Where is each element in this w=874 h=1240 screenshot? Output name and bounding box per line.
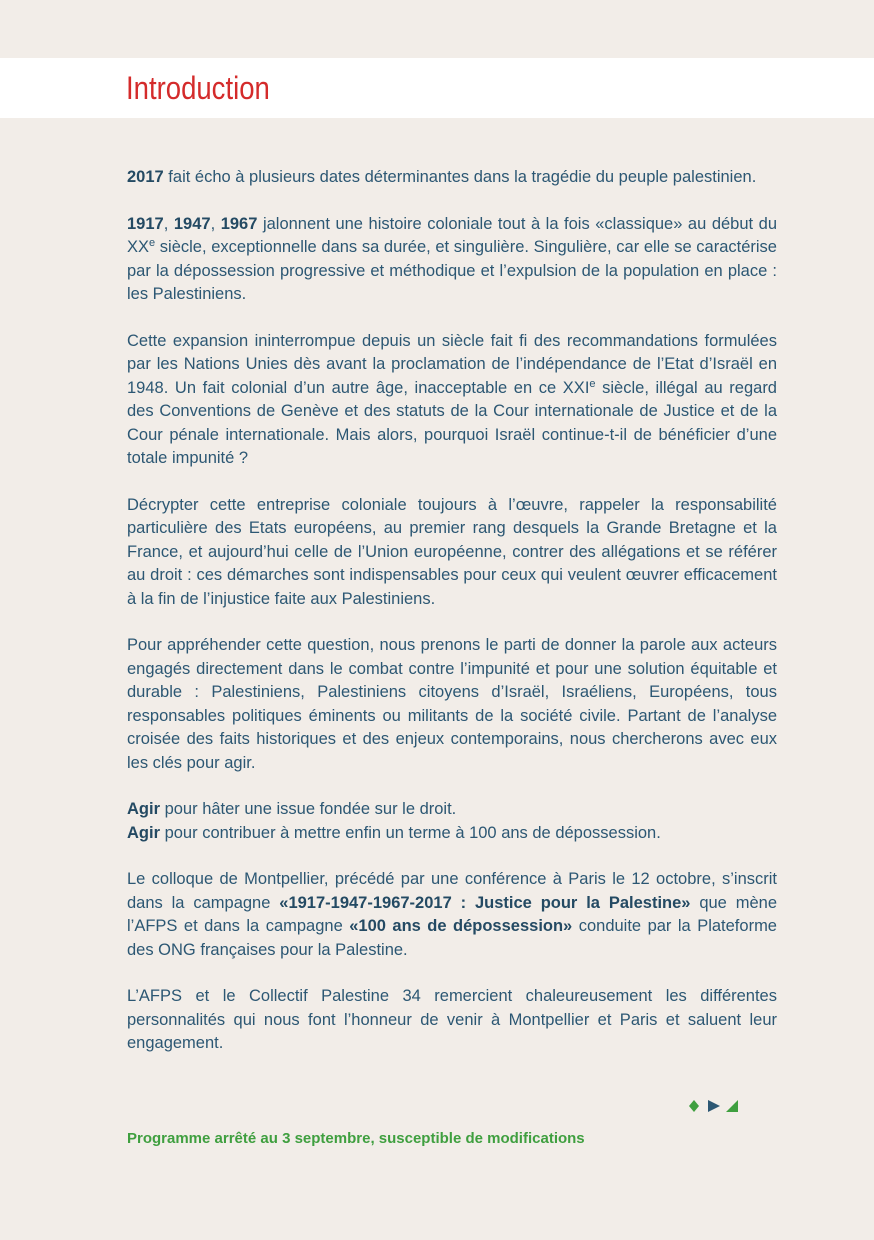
paragraph-3-text-a: Cette expansion ininterrompue depuis un siècle fait fi des recommandations formulées par les Nations Unies dès avant la proclamation de l’indépendance de l’Etat d’Israël en 1948. Un fait colonial d’un autre âge, inacceptable en ce XXI <box>127 331 777 397</box>
agir-text: pour hâter une issue fondée sur le droit. <box>160 800 457 818</box>
diamond-triangle-ornament-icon <box>688 1098 740 1114</box>
triangle-right-icon <box>708 1100 720 1112</box>
year-1947: 1947 <box>173 214 211 233</box>
separator: , <box>210 214 221 233</box>
paragraph-7-text-b: que mène l’AFPS et dans la campagne <box>127 893 777 935</box>
paragraph-7-text-c: conduite par la Plateforme des ONG françaises pour la Palestine. <box>127 917 777 959</box>
year-2017: 2017 <box>127 168 164 186</box>
paragraph-2-text-a: jalonnent une histoire coloniale tout à la fois «classique» au début du XX <box>127 214 777 256</box>
triangle-corner-icon <box>726 1100 738 1112</box>
agir-lead: Agir <box>127 823 160 842</box>
paragraph-3-text-b: siècle, illégal au regard des Conventions de Genève et des statuts de la Cour internationale de Justice et de la Cour pénale internationale. Mais alors, pourquoi Israël continue-t-il de bénéficier d’une totale impunité ? <box>127 378 777 467</box>
year-1967: 1967 <box>220 214 258 233</box>
agir-line-1 <box>127 798 777 822</box>
paragraph-1 <box>127 166 777 190</box>
year-1917: 1917 <box>127 214 164 233</box>
separator: , <box>163 214 174 233</box>
paragraph-5: Pour appréhender cette question, nous prenons le parti de donner la parole aux acteurs engagés directement dans le combat contre l’impunité et pour une solution équitable et durable : Palestiniens, Palestiniens citoyens d’Israël, Israéliens, Européens, tous responsables politiques éminents ou militants de la société civile. Partant de l’analyse croisée des faits historiques et des enjeux contemporains, nous chercherons avec eux les clés pour agir. <box>127 636 777 772</box>
intro-text <box>127 166 777 1079</box>
paragraph-2-text-b: siècle, exceptionnelle dans sa durée, et singulière. Singulière, car elle se caractérise par la dépossession progressive et méthodique et l’expulsion de la population en place : les Palestiniens. <box>127 238 777 303</box>
footer-note: Programme arrêté au 3 septembre, susceptible de modifications <box>127 1130 585 1147</box>
paragraph-1-text: fait écho à plusieurs dates déterminantes dans la tragédie du peuple palestinien. <box>163 168 757 186</box>
paragraph-7-text-a: Le colloque de Montpellier, précédé par une conférence à Paris le 12 octobre, s’inscrit dans la campagne <box>127 870 777 912</box>
paragraph-3 <box>127 330 777 471</box>
title-band <box>0 58 874 118</box>
paragraph-8: L’AFPS et le Collectif Palestine 34 remercient chaleureusement les différentes personnalités qui nous font l’honneur de venir à Montpellier et Paris et saluent leur engagement. <box>127 987 777 1052</box>
diamond-icon <box>689 1100 699 1112</box>
superscript: e <box>589 377 596 390</box>
paragraph-4: Décrypter cette entreprise coloniale toujours à l’œuvre, rappeler la responsabilité particulière des Etats européens, au premier rang desquels la Grande Bretagne et la France, et aujourd’hui celle de l’Union européenne, contrer des allégations et se référer au droit : ces démarches sont indispensables pour ceux qui veulent œuvrer efficacement à la fin de l’injustice faite aux Palestiniens. <box>127 495 777 608</box>
agir-line-2 <box>127 822 777 846</box>
page-title: Introduction <box>126 70 270 106</box>
campaign-2: «100 ans de dépossession» <box>349 917 573 935</box>
paragraph-2 <box>127 213 777 307</box>
superscript: e <box>149 237 156 249</box>
agir-lead: Agir <box>127 800 160 818</box>
paragraph-7 <box>127 868 777 962</box>
agir-text: pour contribuer à mettre enfin un terme à 100 ans de dépossession. <box>160 823 661 842</box>
campaign-1: «1917-1947-1967-2017 : Justice pour la Palestine» <box>279 893 691 912</box>
